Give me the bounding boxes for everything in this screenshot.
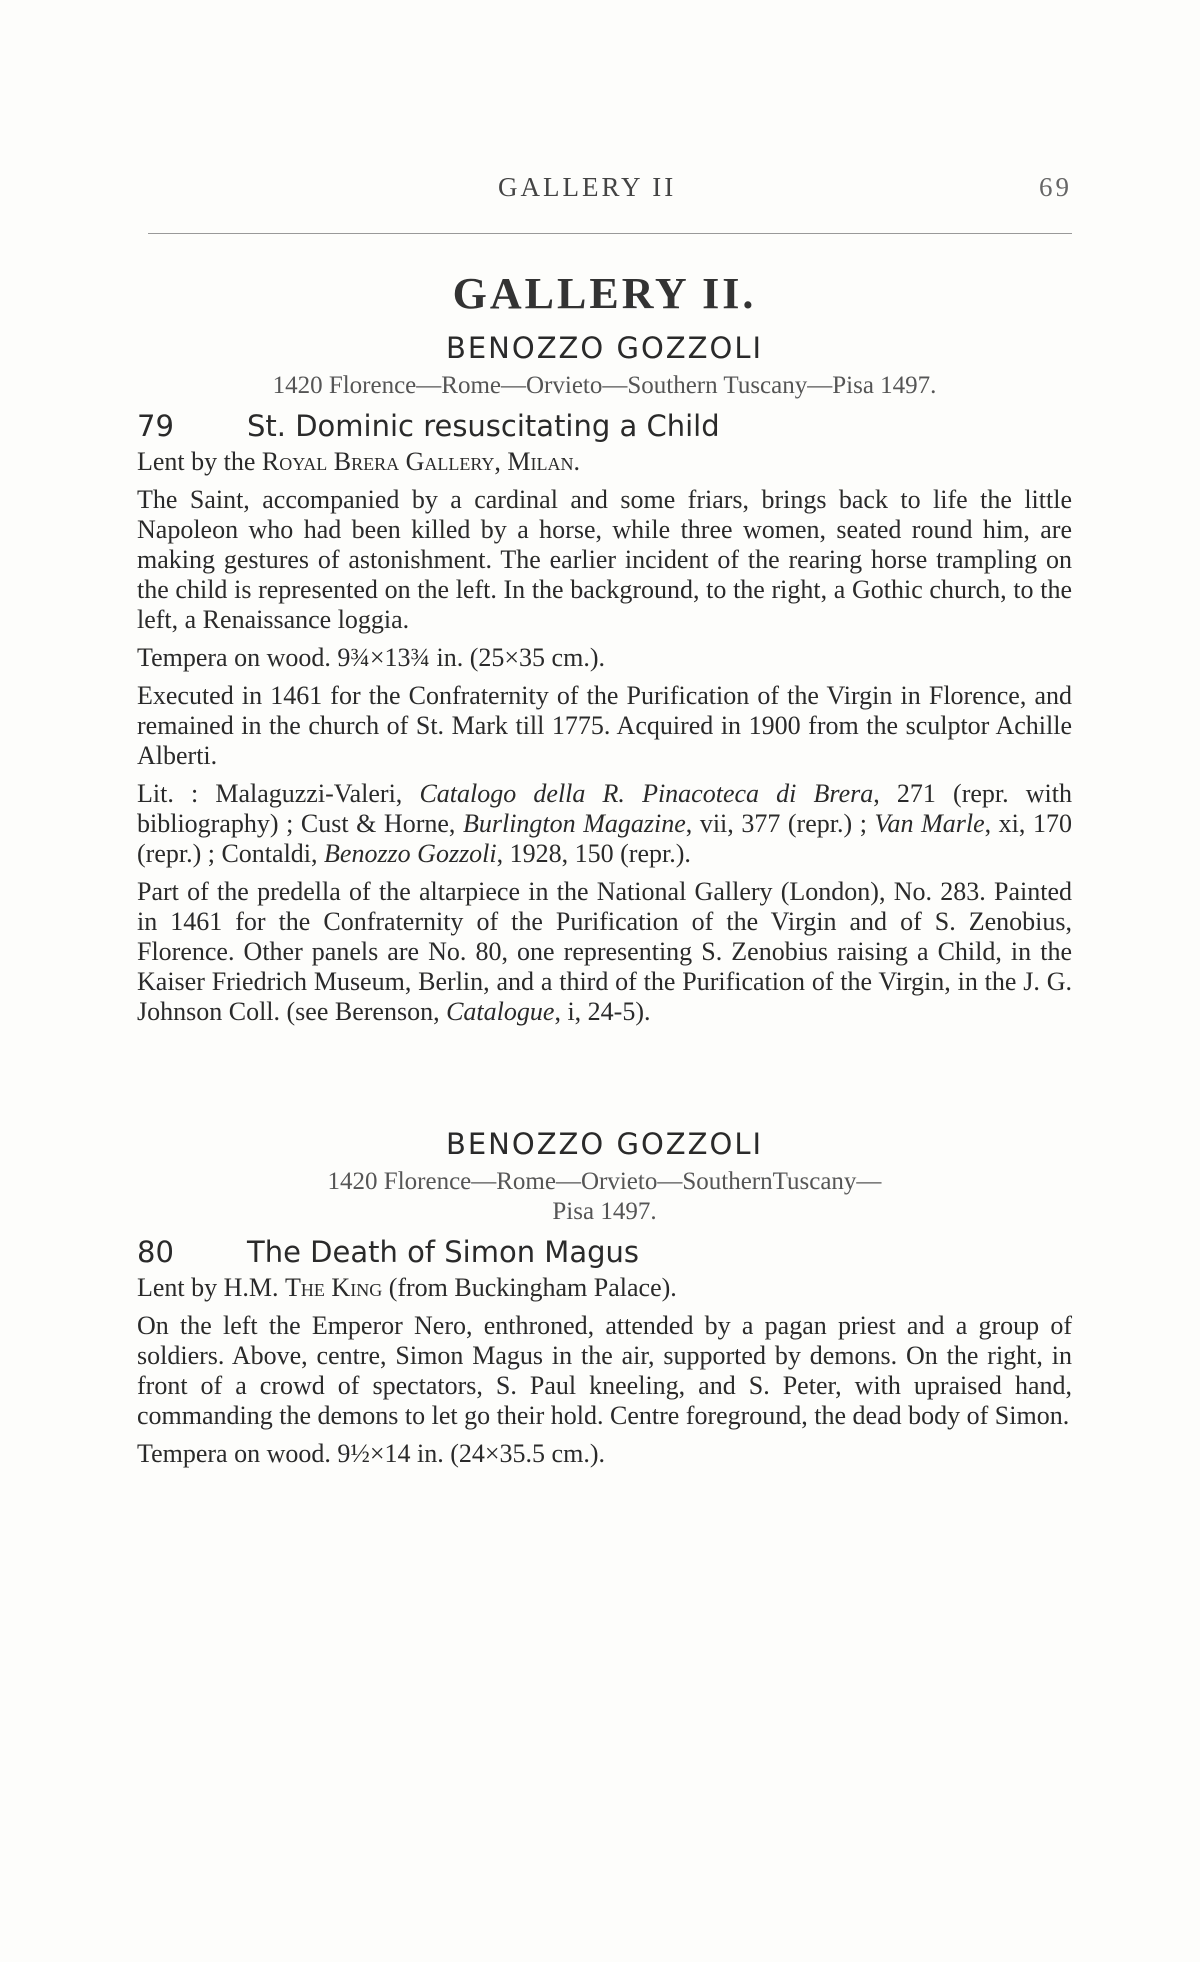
main-content <box>137 268 1072 1477</box>
medium-dimensions: Tempera on wood. 9½×14 in. (24×35.5 cm.). <box>137 1439 605 1468</box>
artist-dates: 1420 Florence—Rome—Orvieto—SouthernTuscany— Pisa 1497. <box>327 1168 882 1225</box>
lender-name: The King <box>285 1273 383 1302</box>
artist-dates: 1420 Florence—Rome—Orvieto—Southern Tuscany—Pisa 1497. <box>272 372 937 399</box>
provenance: Executed in 1461 for the Confraternity of the Purification of the Virgin in Florence, and remained in the church of St. Mark till 1775. Acquired in 1900 from the sculptor Achille Alberti. <box>137 681 1072 770</box>
page-number: 69 <box>1039 172 1072 202</box>
item-heading <box>137 409 1072 443</box>
artist-name: BENOZZO GOZZOLI <box>445 1127 764 1161</box>
catalogue-entry-79 <box>137 331 1072 1027</box>
running-head-title: GALLERY II <box>498 172 677 202</box>
section-spacer <box>137 1035 1072 1127</box>
artist-name: BENOZZO GOZZOLI <box>445 331 764 365</box>
item-title: St. Dominic resuscitating a Child <box>247 409 720 443</box>
item-note: Part of the predella of the altarpiece in the National Gallery (London), No. 283. Painted in 1461 for the Confraternity of the Purification of the Virgin and of S. Zenobius, Florence. Other panels are No. 80, one representing S. Zenobius raising a Child, in the Kaiser Friedrich Museum, Berlin, and a third of the Purification of the Virgin, in the J. G. Johnson Coll. (see Berenson, Catalogue, i, 24-5). <box>137 877 1072 1026</box>
item-number: 79 <box>137 409 174 443</box>
header-rule <box>148 233 1072 234</box>
item-title: The Death of Simon Magus <box>247 1235 639 1269</box>
medium-dimensions: Tempera on wood. 9¾×13¾ in. (25×35 cm.). <box>137 643 605 672</box>
gallery-title: GALLERY II. <box>452 269 757 318</box>
catalogue-entry-80 <box>137 1127 1072 1469</box>
item-description: On the left the Emperor Nero, enthroned, attended by a pagan priest and a group of soldiers. Above, centre, Simon Magus in the air, supported by demons. On the right, in front of a crowd of spectators, S. Paul kneeling, and S. Peter, with upraised hand, commanding the demons to let go their hold. Centre foreground, the dead body of Simon. <box>137 1311 1072 1430</box>
item-heading <box>137 1235 1072 1269</box>
item-description: The Saint, accompanied by a cardinal and some friars, brings back to life the little Napoleon who had been killed by a horse, while three women, seated round him, are making gestures of astonishment. The earlier incident of the rearing horse trampling on the child is represented on the left. In the background, to the right, a Gothic church, to the left, a Renaissance loggia. <box>137 485 1072 634</box>
lender-line: Lent by H.M. The King (from Buckingham Palace). <box>137 1273 677 1302</box>
literature: Lit. : Malaguzzi-Valeri, Catalogo della R. Pinacoteca di Brera, 271 (repr. with bibliography) ; Cust & Horne, Burlington Magazine, vii, 377 (repr.) ; Van Marle, xi, 170 (repr.) ; Contaldi, Benozzo Gozzoli, 1928, 150 (repr.). <box>137 779 1072 868</box>
lender-name: Royal Brera Gallery, Milan <box>261 447 574 476</box>
item-number: 80 <box>137 1235 174 1269</box>
lender-line: Lent by the Royal Brera Gallery, Milan. <box>137 447 580 476</box>
